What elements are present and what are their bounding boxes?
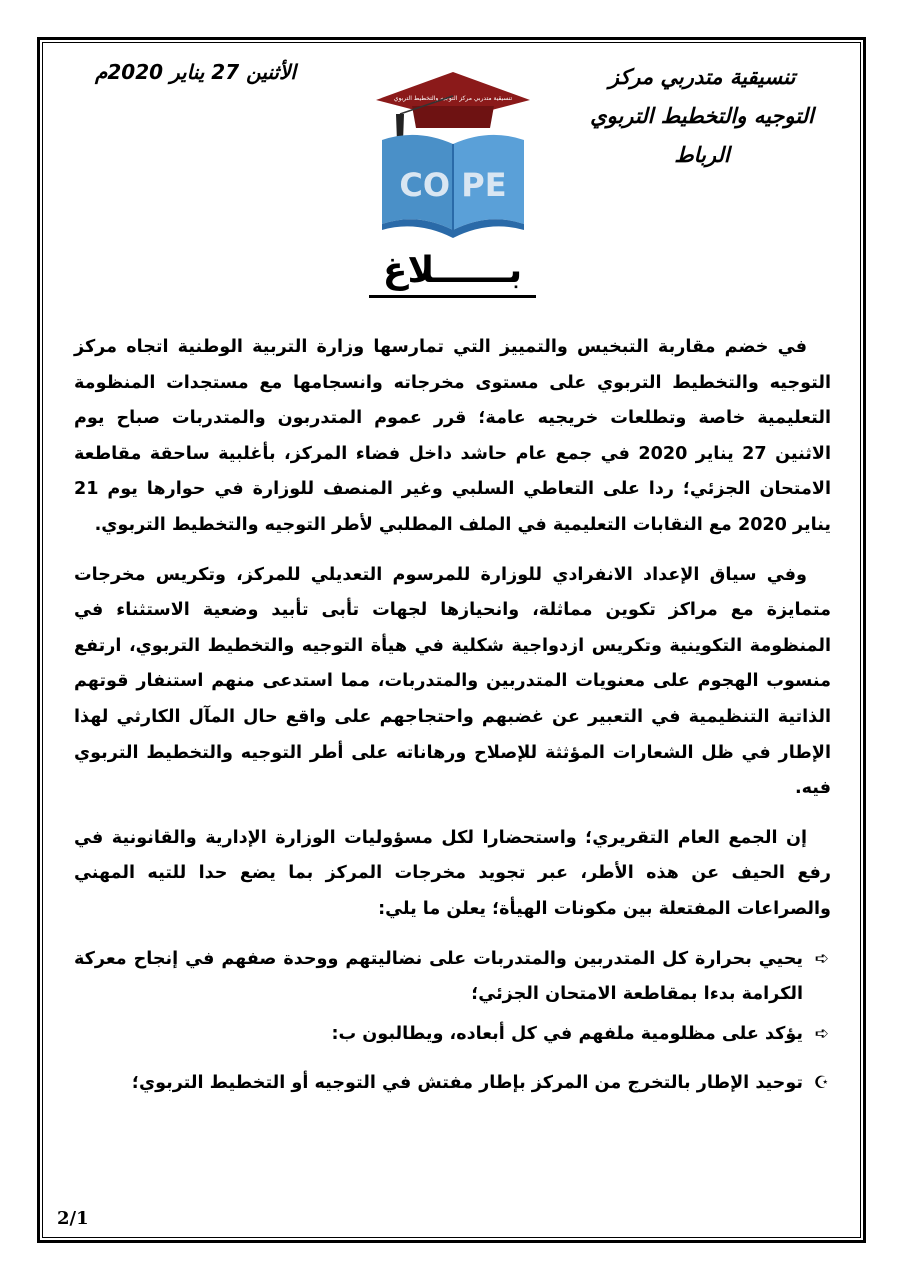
organization-header xyxy=(577,58,827,175)
org-line-2: التوجيه والتخطيط التربوي xyxy=(590,104,814,128)
list-item xyxy=(74,1066,831,1102)
paragraph-3: إن الجمع العام التقريري؛ واستحضارا لكل مسؤوليات الوزارة الإدارية والقانونية في رفع الحيف عن هذه الأطر، عبر تجويد مخرجات المركز بما يضع حدا للتيه المهني والصراعات المفتعلة بين مكونات الهيأة؛ يعلن ما يلي: xyxy=(74,827,831,919)
paragraph-2: وفي سياق الإعداد الانفرادي للوزارة للمرسوم التعديلي للمركز، وتكريس مخرجات متمايزة مع مراكز تكوين مماثلة، وانحيازها لجهات تأبى تأبيد وضعية الاستثناء في المنظومة التكوينية وتكريس ازدواجية شكلية في هيأة التوجيه والتخطيط التربوي، ارتفع منسوب الهجوم على معنويات المتدربين والمتدربات، مما استدعى منهم استنفار قوتهم الذاتية التنظيمية في التعبير عن غضبهم واحتجاجهم على واقع حال المآل الكارثي لهذا الإطار في ظل الشعارات المؤثثة للإصلاح ورهاناته على أطر التوجيه والتخطيط التربوي فيه. xyxy=(74,564,831,799)
logo-text: CO PE xyxy=(399,166,507,204)
list-item-text: يؤكد على مظلومية ملفهم في كل أبعاده، ويطالبون ب: xyxy=(331,1023,803,1044)
list-item-text: توحيد الإطار بالتخرج من المركز بإطار مفتش في التوجيه أو التخطيط التربوي؛ xyxy=(131,1073,803,1094)
cap-base xyxy=(412,106,494,128)
document-title: بــــــلاغ xyxy=(0,250,905,291)
crescent-bullet-icon: ☪ xyxy=(813,1073,829,1094)
page-number: 2/1 xyxy=(57,1208,89,1229)
demands-list xyxy=(74,942,831,1102)
date-header: الأثنين 27 يناير 2020م xyxy=(95,60,296,84)
cope-logo xyxy=(372,70,534,238)
org-line-3: الرباط xyxy=(674,143,730,167)
cap-text: تنسيقية متدربي مركز التوجيه والتخطيط التربوي xyxy=(393,95,513,102)
document-body xyxy=(74,330,831,1106)
org-line-1: تنسيقية متدربي مركز xyxy=(608,65,796,89)
list-item xyxy=(74,942,831,1013)
list-item-text: يحيي بحرارة كل المتدربين والمتدربات على نضاليتهم ووحدة صفهم في إنجاح معركة الكرامة بدءا بمقاطعة الامتحان الجزئي؛ xyxy=(74,948,803,1005)
list-item xyxy=(74,1017,831,1053)
arrow-bullet-icon: ➪ xyxy=(814,1023,829,1044)
arrow-bullet-icon: ➪ xyxy=(814,948,829,969)
paragraph-1: في خضم مقاربة التبخيس والتمييز التي تمارسها وزارة التربية الوطنية اتجاه مركز التوجيه والتخطيط التربوي على مستوى مخرجاته وانسجامها مع مستجدات المنظومة التعليمية خاصة وتطلعات خريجيه عامة؛ قرر عموم المتدربون والمتدربات صباح يوم الاثنين 27 يناير 2020 في جمع عام حاشد داخل فضاء المركز، بأغلبية ساحقة مقاطعة الامتحان الجزئي؛ ردا على التعاطي السلبي وغير المنصف للوزارة في حوارها يوم 21 يناير 2020 مع النقابات التعليمية في الملف المطلبي لأطر التوجيه والتخطيط التربوي. xyxy=(74,337,832,535)
